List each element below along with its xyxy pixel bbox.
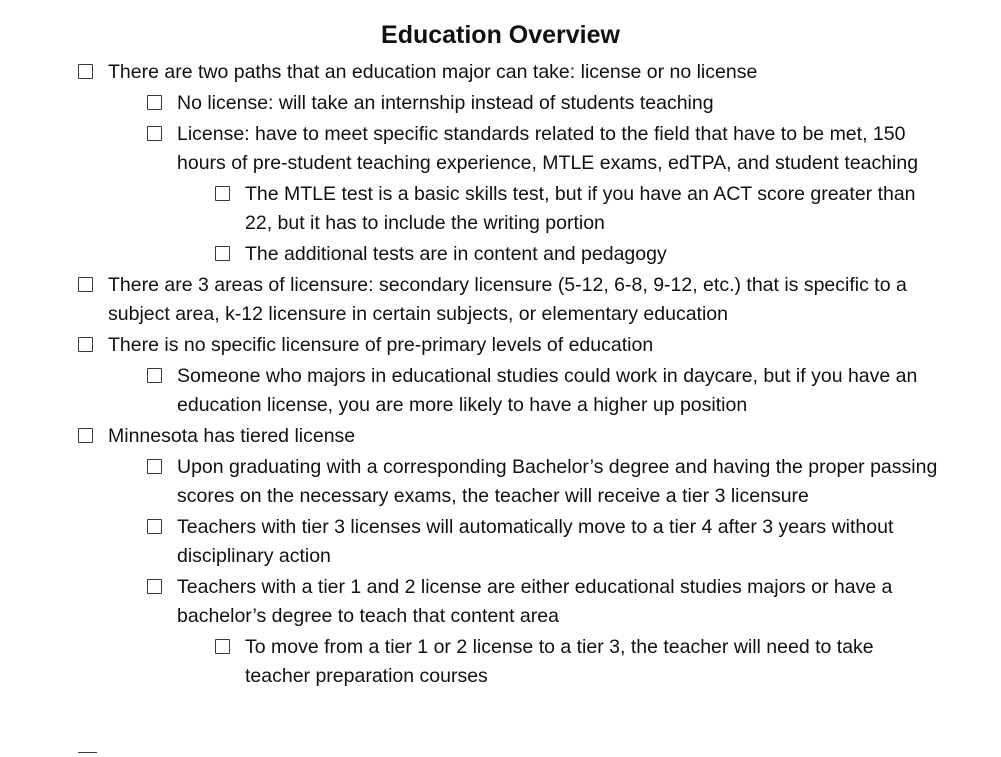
checklist-item-text: The MTLE test is a basic skills test, but if you have an ACT score greater than 22, but it has to include the writing portion [245, 183, 916, 234]
checkbox[interactable] [78, 277, 93, 292]
checklist-item [245, 180, 935, 238]
checkbox[interactable] [147, 579, 162, 594]
checklist-item [177, 573, 938, 631]
checklist-item-text: Someone who majors in educational studies could work in daycare, but if you have an education license, you are more likely to have a higher up position [177, 365, 918, 416]
checklist-item [177, 453, 938, 511]
checklist-item-text: There are two paths that an education major can take: license or no license [108, 61, 758, 83]
checklist-item-text: Teachers with a tier 1 and 2 license are either educational studies majors or have a bachelor’s degree to teach that content area [177, 576, 893, 627]
checklist-item [108, 58, 938, 87]
checkbox[interactable] [147, 126, 162, 141]
checklist-item [245, 240, 935, 269]
checklist-item [108, 422, 938, 451]
checkbox[interactable] [215, 186, 230, 201]
checklist-item-text: No license: will take an internship instead of students teaching [177, 92, 714, 114]
checkbox[interactable] [215, 246, 230, 261]
document-title: Education Overview [381, 21, 620, 49]
checklist-item [177, 362, 938, 420]
checkbox[interactable] [147, 459, 162, 474]
checkbox[interactable] [147, 519, 162, 534]
checklist-item [108, 271, 938, 329]
checklist-item [177, 89, 938, 118]
checkbox[interactable] [78, 64, 93, 79]
checklist-item-text: The additional tests are in content and pedagogy [245, 243, 667, 265]
checklist-item-text: To move from a tier 1 or 2 license to a tier 3, the teacher will need to take teacher preparation courses [245, 636, 874, 687]
checkbox[interactable] [215, 639, 230, 654]
checklist-item-text: There are 3 areas of licensure: secondary licensure (5-12, 6-8, 9-12, etc.) that is specific to a subject area, k-12 licensure in certain subjects, or elementary education [108, 274, 907, 325]
checklist-item-text: Upon graduating with a corresponding Bachelor’s degree and having the proper passing scores on the necessary exams, the teacher will receive a tier 3 licensure [177, 456, 938, 507]
checklist-item-text: Teachers with tier 3 licenses will automatically move to a tier 4 after 3 years without disciplinary action [177, 516, 894, 567]
checklist-item [177, 513, 938, 571]
checkbox[interactable] [147, 95, 162, 110]
checkbox[interactable] [78, 337, 93, 352]
checklist-item [108, 331, 938, 360]
checkbox[interactable] [78, 428, 93, 443]
checklist [0, 58, 1001, 693]
checklist-item [177, 120, 938, 178]
partial-checkbox[interactable] [78, 752, 97, 757]
checklist-item [245, 633, 935, 691]
checklist-item-text: There is no specific licensure of pre-primary levels of education [108, 334, 654, 356]
checklist-item-text: Minnesota has tiered license [108, 425, 356, 447]
checklist-item-text: License: have to meet specific standards related to the field that have to be met, 150 hours of pre-student teaching experience, MTLE exams, edTPA, and student teaching [177, 123, 919, 174]
checkbox[interactable] [147, 368, 162, 383]
